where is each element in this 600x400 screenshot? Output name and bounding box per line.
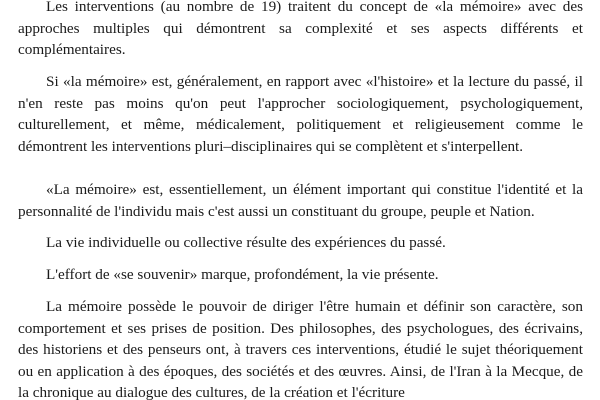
paragraph-4: La vie individuelle ou collective résulte des expériences du passé.: [46, 234, 446, 251]
paragraph-5: L'effort de «se souvenir» marque, profondément, la vie présente.: [46, 266, 439, 283]
paragraph-6: La mémoire possède le pouvoir de diriger l'être humain et définir son caractère, son comportement et ses prises de position. Des philosophes, des psychologues, des écrivains, des historiens et des penseurs ont, à travers ces interventions, étudié le sujet théoriquement ou en application à des époques, des sociétés et des œuvres. Ainsi, de l'Iran à la Mecque, de la chronique au dialogue des cultures, de la création et l'écriture: [18, 298, 583, 400]
paragraph-2: Si «la mémoire» est, généralement, en rapport avec «l'histoire» et la lecture du passé, il n'en reste pas moins qu'on peut l'approcher sociologiquement, psychologiquement, culturellement, et même, médicalement, politiquement et religieusement comme le démontrent les interventions pluri–disciplinaires qui se complètent et s'interpellent.: [18, 73, 583, 155]
paragraph-3: «La mémoire» est, essentiellement, un élément important qui constitue l'identité et la personnalité de l'individu mais c'est aussi un constituant du groupe, peuple et Nation.: [18, 181, 583, 220]
paragraph-1: Les interventions (au nombre de 19) traitent du concept de «la mémoire» avec des approches multiples qui démontrent sa complexité et ses aspects différents et complémentaires.: [18, 0, 583, 59]
